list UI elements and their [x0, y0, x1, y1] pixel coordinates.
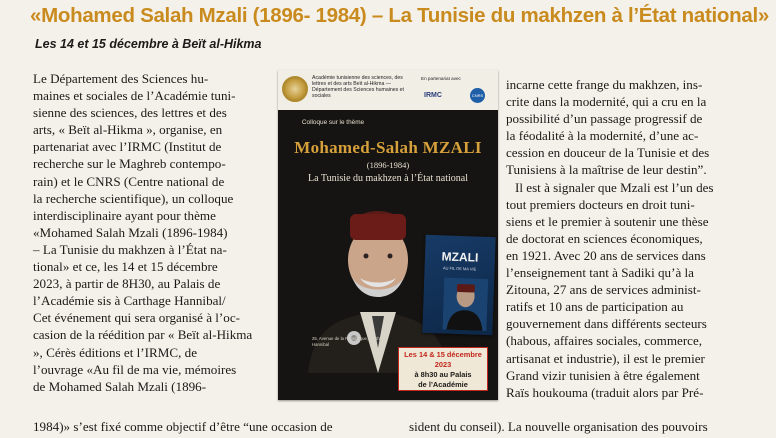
- body-line: l’Académie sis à Carthage Hannibal/: [33, 293, 226, 309]
- book-portrait-illustration: [442, 277, 488, 331]
- body-line: crite dans la modernité, qui a cru en la: [506, 94, 707, 110]
- body-line: partenariat avec l’IRMC (Institut de: [33, 139, 222, 155]
- academy-logo-icon: [282, 76, 308, 102]
- book-cover: [422, 235, 495, 335]
- event-poster: [278, 70, 498, 400]
- body-line: artisanat et industrie), il est le premier: [506, 350, 705, 366]
- body-line: siens et le premier à soutenir une thèse: [506, 213, 709, 229]
- body-line: la féodalité à la modernité, d’une ac-: [506, 128, 699, 144]
- body-line: (habous, affaires sociales, commerce,: [506, 333, 703, 349]
- poster-subtitle: La Tunisie du makhzen à l’État national: [308, 173, 468, 184]
- body-line: sienne des sciences, des lettres et des: [33, 105, 227, 121]
- book-title: MZALI: [441, 249, 479, 265]
- poster-partner-label: En partenariat avec: [421, 76, 461, 81]
- article-subhead: Les 14 et 15 décembre à Beït al-Hikma: [35, 37, 262, 51]
- irmc-logo: IRMC: [424, 92, 442, 99]
- left-column: [33, 70, 265, 395]
- poster-dates: (1896-1984): [366, 160, 410, 170]
- body-line: l’enseignement tant à Sadiki qu’à la: [506, 265, 694, 281]
- body-line: «Mohamed Salah Mzali (1896-1984): [33, 224, 228, 240]
- poster-date-line: Les 14 & 15 décembre 2023: [404, 350, 482, 369]
- body-line: Le Département des Sciences hu-: [33, 71, 209, 86]
- body-line: casion de la réédition par « Beït al-Hikma: [33, 327, 253, 343]
- body-line: Grand vizir tunisien à être également: [506, 367, 700, 383]
- poster-header: [278, 70, 498, 110]
- body-line: tout premiers docteurs en droit tuni-: [506, 196, 695, 212]
- body-line: Cet événement qui sera organisé à l’oc-: [33, 310, 240, 326]
- body-line: de Mohamed Salah Mzali (1896-: [33, 378, 207, 394]
- body-line: arts, « Beït al-Hikma », organise, en: [33, 122, 223, 138]
- body-line: maines et sociales de l’Académie tuni-: [33, 88, 236, 104]
- body-line: ratifs et 10 ans de participation au: [506, 299, 684, 315]
- body-line: en 1921. Avec 20 ans de services dans: [506, 247, 706, 263]
- body-line: gouvernement dans différents secteurs: [506, 316, 707, 332]
- body-line: cession en douceur de la Tunisie et des: [506, 145, 710, 161]
- body-line: de doctorat en sciences économiques,: [506, 230, 703, 246]
- body-line: Tunisiens à la maîtrise de leur destin”.: [506, 162, 707, 178]
- poster-address: 25, Avenue de la République, Carthage Hannibal: [312, 336, 387, 347]
- body-line: incarne cette frange du makhzen, ins-: [506, 77, 703, 92]
- right-column: [506, 76, 749, 401]
- body-line: l’ouvrage «Au fil de ma vie, mémoires: [33, 361, 237, 377]
- body-line-last-left: 1984)» s’est fixé comme objectif d’être “une occasion de: [33, 419, 333, 434]
- body-line: – La Tunisie du makhzen à l’État na-: [33, 241, 227, 257]
- poster-venue-line: de l’Académie: [418, 380, 468, 389]
- body-line: Il est à signaler que Mzali est l’un des: [515, 179, 714, 195]
- body-line: 2023, à partir de 8H30, au Palais de: [33, 276, 221, 292]
- book-subtitle: AU FIL DE MA VIE: [442, 265, 477, 272]
- article-headline: «Mohamed Salah Mzali (1896- 1984) – La Tunisie du makhzen à l’État national»: [30, 4, 769, 27]
- body-line: possibilité d’un passage progressif de: [506, 111, 703, 127]
- body-line: rain) et le CNRS (Centre national de: [33, 173, 225, 189]
- body-line: Raïs houkouma (traduit alors par Pré-: [506, 384, 704, 400]
- body-line: interdisciplinaire ayant pour thème: [33, 207, 216, 223]
- body-line-last-right: sident du conseil). La nouvelle organisation des pouvoirs: [409, 419, 708, 434]
- poster-title: Mohamed-Salah MZALI: [294, 138, 482, 157]
- body-line: », Cérès éditions et l’IRMC, de: [33, 344, 198, 360]
- body-line: Zitouna, 27 ans de services administ-: [506, 282, 701, 298]
- body-line: tional» et ce, les 14 et 15 décembre: [33, 259, 218, 275]
- cnrs-logo: CNRS: [470, 88, 485, 103]
- body-line: recherche sur le Maghreb contempo-: [33, 156, 226, 172]
- poster-time-line: à 8h30 au Palais: [414, 370, 472, 379]
- poster-academy-name: Académie tunisienne des sciences, des lettres et des arts Beït al-Hikma — Département des Sciences humaines et sociales: [312, 75, 404, 99]
- body-line: la recherche scientifique), un colloque: [33, 190, 234, 206]
- poster-date-box: [398, 347, 488, 391]
- poster-colloque-label: Colloque sur le thème: [301, 119, 365, 126]
